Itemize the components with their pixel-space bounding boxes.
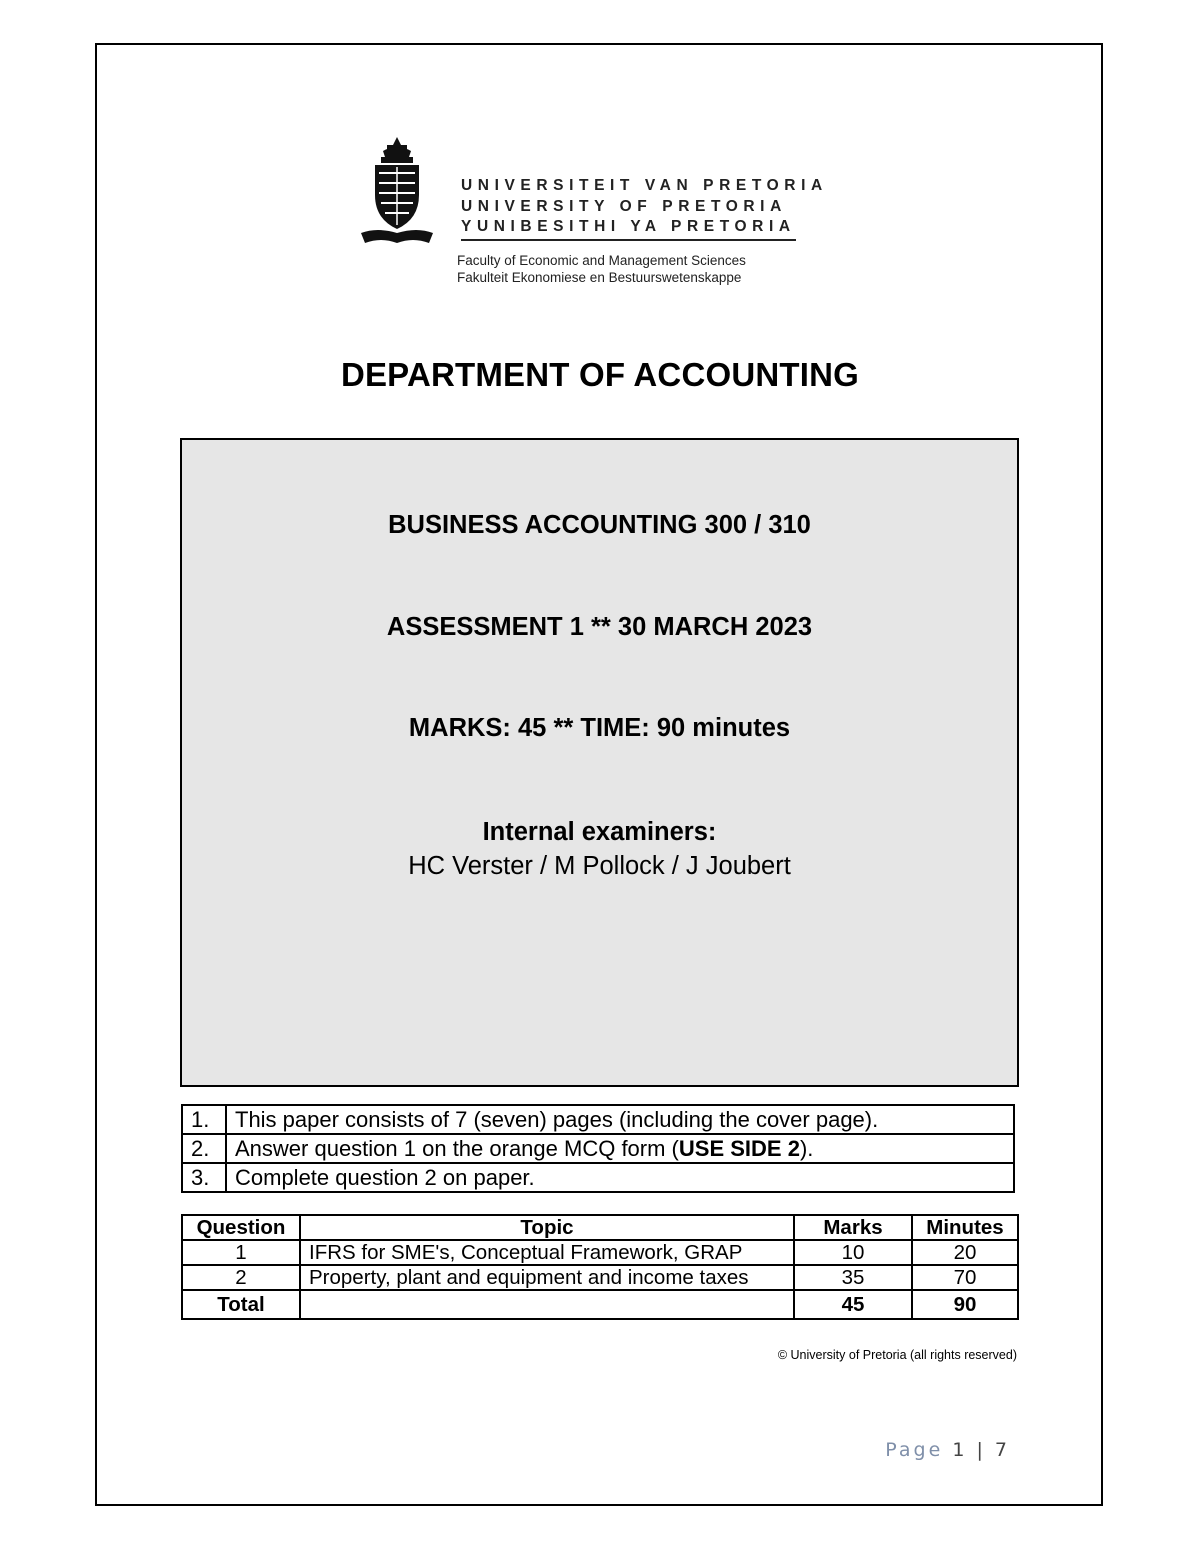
instruction-number: 3. xyxy=(182,1163,226,1192)
cell-marks: 35 xyxy=(794,1265,912,1290)
instruction-text-bold: USE SIDE 2 xyxy=(678,1136,800,1161)
university-crest-logo xyxy=(357,133,437,255)
page-total: 7 xyxy=(994,1439,1010,1461)
cell-minutes: 70 xyxy=(912,1265,1018,1290)
cell-question: 1 xyxy=(182,1240,300,1265)
cell-question: 2 xyxy=(182,1265,300,1290)
cover-info-box xyxy=(180,438,1019,1087)
cell-minutes: 20 xyxy=(912,1240,1018,1265)
table-total-row xyxy=(182,1290,1018,1319)
cell-total-topic xyxy=(300,1290,794,1319)
cell-topic: IFRS for SME's, Conceptual Framework, GRAP xyxy=(300,1240,794,1265)
marks-time: MARKS: 45 ** TIME: 90 minutes xyxy=(408,714,791,742)
table-header-row xyxy=(182,1215,1018,1240)
header-marks: Marks xyxy=(794,1215,912,1240)
instruction-text xyxy=(226,1134,1014,1163)
instructions-table xyxy=(181,1104,1015,1193)
header-topic: Topic xyxy=(300,1215,794,1240)
table-row xyxy=(182,1265,1018,1290)
cell-total-label: Total xyxy=(182,1290,300,1319)
faculty-name xyxy=(457,252,746,286)
university-name-block xyxy=(461,176,881,241)
university-name-sepedi: YUNIBESITHI YA PRETORIA xyxy=(461,217,796,241)
instruction-number: 2. xyxy=(182,1134,226,1163)
question-table xyxy=(181,1214,1019,1320)
instruction-row xyxy=(182,1163,1014,1192)
header-question: Question xyxy=(182,1215,300,1240)
instruction-text: Complete question 2 on paper. xyxy=(226,1163,1014,1192)
faculty-name-afrikaans: Fakulteit Ekonomiese en Bestuurswetenskappe xyxy=(457,270,742,285)
faculty-name-english: Faculty of Economic and Management Sciences xyxy=(457,253,746,268)
university-name-afrikaans: UNIVERSITEIT VAN PRETORIA xyxy=(461,177,828,194)
cell-topic: Property, plant and equipment and income taxes xyxy=(300,1265,794,1290)
department-title: DEPARTMENT OF ACCOUNTING xyxy=(340,356,860,393)
instruction-text-pre: Answer question 1 on the orange MCQ form ( xyxy=(235,1136,679,1161)
instruction-text: This paper consists of 7 (seven) pages (including the cover page). xyxy=(226,1105,1014,1134)
cell-total-marks: 45 xyxy=(794,1290,912,1319)
page-label: Page xyxy=(885,1439,944,1461)
page-separator: | xyxy=(976,1439,986,1461)
course-title: BUSINESS ACCOUNTING 300 / 310 xyxy=(388,511,811,539)
instruction-row xyxy=(182,1134,1014,1163)
instruction-text-post: ). xyxy=(799,1136,814,1161)
header-minutes: Minutes xyxy=(912,1215,1018,1240)
assessment-date: ASSESSMENT 1 ** 30 MARCH 2023 xyxy=(386,613,813,641)
page-number xyxy=(885,1439,1010,1461)
instruction-number: 1. xyxy=(182,1105,226,1134)
copyright-notice: © University of Pretoria (all rights reserved) xyxy=(777,1348,1017,1362)
cell-total-minutes: 90 xyxy=(912,1290,1018,1319)
examiners-label: Internal examiners: xyxy=(482,818,717,846)
examiners-names: HC Verster / M Pollock / J Joubert xyxy=(408,852,791,880)
page-current: 1 xyxy=(952,1439,968,1461)
table-row xyxy=(182,1240,1018,1265)
university-name-english: UNIVERSITY OF PRETORIA xyxy=(461,197,787,215)
cell-marks: 10 xyxy=(794,1240,912,1265)
instruction-row xyxy=(182,1105,1014,1134)
